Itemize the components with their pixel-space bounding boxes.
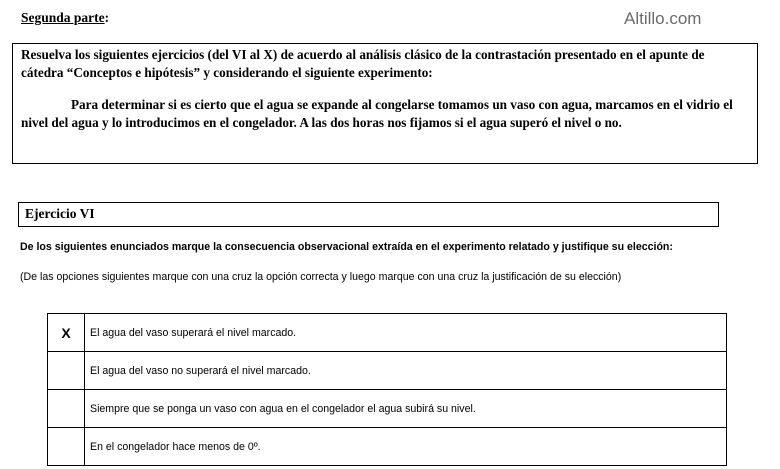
option-text-3: Siempre que se ponga un vaso con agua en el congelador el agua subirá su nivel. xyxy=(85,390,727,428)
option-text-2: El agua del vaso no superará el nivel marcado. xyxy=(85,352,727,390)
option-checkbox-2[interactable] xyxy=(48,352,85,390)
exercise-question: De los siguientes enunciados marque la consecuencia observacional extraída en el experimento relatado y justifique su elección: xyxy=(20,241,673,253)
option-text-4: En el congelador hace menos de 0º. xyxy=(85,428,727,466)
section-title-colon: : xyxy=(104,10,110,25)
option-text-1: El agua del vaso superará el nivel marcado. xyxy=(85,314,727,352)
option-checkbox-4[interactable] xyxy=(48,428,85,466)
section-title xyxy=(21,10,109,26)
instructions-text: Resuelva los siguientes ejercicios (del VI al X) de acuerdo al análisis clásico de la contrastación presentado en el apunte de cátedra “Conceptos e hipótesis” y considerando el siguiente experimento: xyxy=(21,47,705,80)
option-row xyxy=(48,390,727,428)
section-title-text: Segunda parte xyxy=(21,10,105,25)
experiment-text: Para determinar si es cierto que el agua se expande al congelarse tomamos un vaso con agua, marcamos en el vidrio el nivel del agua y lo introducimos en el congelador. A las dos horas nos fijamos si el agua superó el nivel o no. xyxy=(21,97,733,130)
exercise-hint: (De las opciones siguientes marque con una cruz la opción correcta y luego marque con una cruz la justificación de su elección) xyxy=(20,271,622,283)
exercise-title: Ejercicio VI xyxy=(18,202,719,227)
instructions-box xyxy=(12,43,758,164)
option-checkbox-3[interactable] xyxy=(48,390,85,428)
watermark-text: Altillo.com xyxy=(624,9,702,28)
option-row xyxy=(48,352,727,390)
option-row xyxy=(48,314,727,352)
option-checkbox-1[interactable]: X xyxy=(48,314,85,352)
options-table xyxy=(47,313,727,466)
option-row xyxy=(48,428,727,466)
